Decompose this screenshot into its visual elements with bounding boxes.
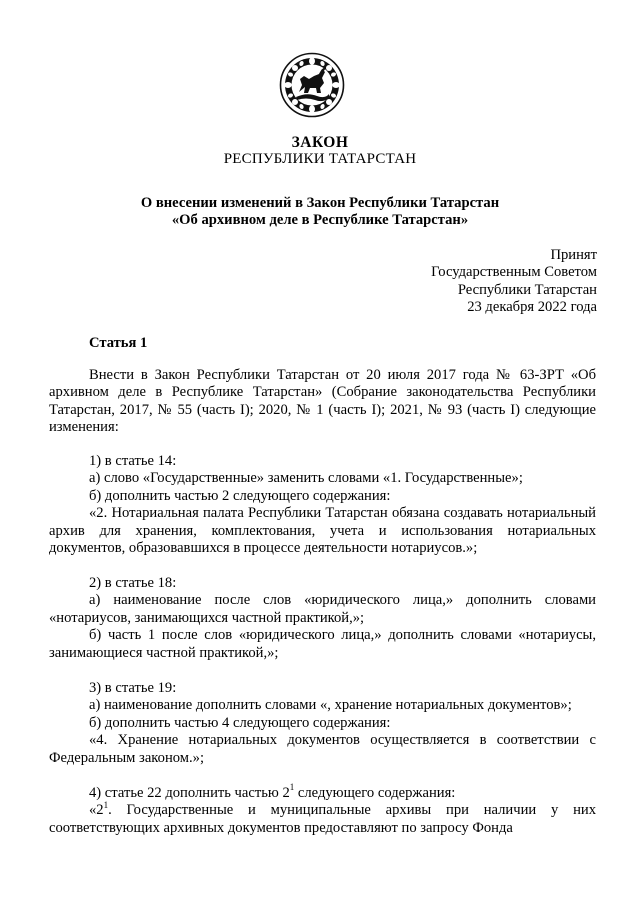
amendment-item-1 [49, 453, 596, 557]
adopted-republic-line: Республики Татарстан [457, 281, 597, 298]
law-heading-line-2: «Об архивном деле в Республике Татарстан» [171, 212, 469, 228]
adopted-by-line: Государственным Советом [431, 264, 597, 281]
item-3-subitem-b: б) дополнить частью 4 следующего содержания: [89, 714, 391, 731]
item-1-subitem-a: а) слово «Государственные» заменить словами «1. Государственные»; [89, 470, 523, 487]
article-intro-paragraph: Внести в Закон Республики Татарстан от 20 июля 2017 года № 63-ЗРТ «Об архивном деле в Республике Татарстан» (Собрание законодательства Республики Татарстан, 2017, № 55 (часть I); 2020, № 1 (часть I); 2021, № 93 (часть I) следующие изменения: [49, 367, 596, 436]
item-2-subitem-a: а) наименование после слов «юридического лица,» дополнить словами «нотариусов, занимающихся частной практикой,»; [49, 592, 596, 626]
amendment-item-3 [49, 680, 596, 767]
item-4-quote: «$2^1$. Государственные и муниципальные архивы при наличии у них соответствующих архивных документов предоставляют по запросу Фонда [49, 799, 596, 836]
item-3-quote: «4. Хранение нотариальных документов осуществляется в соответствии с Федеральным законом.»; [49, 732, 596, 766]
amendment-item-2 [49, 575, 596, 662]
item-1-heading: 1) в статье 14: [89, 453, 177, 469]
superscript-one: 1 [289, 782, 295, 793]
tatarstan-coat-of-arms-icon [279, 52, 345, 118]
item-1-subitem-b: б) дополнить частью 2 следующего содержания: [89, 487, 391, 504]
superscript-one: 1 [103, 799, 109, 810]
article-heading: Статья 1 [89, 335, 148, 351]
adoption-block [431, 247, 597, 317]
adopted-date: 23 декабря 2022 года [467, 299, 597, 316]
item-1-quote: «2. Нотариальная палата Республики Татарстан обязана создавать нотариальный архив для хранения, комплектования, учета и использования нотариальных документов, образовавшихся в процессе деятельности нотариусов.»; [49, 505, 596, 557]
document-title: ЗАКОН [291, 134, 349, 151]
amendment-item-4 [49, 782, 596, 837]
item-2-heading: 2) в статье 18: [89, 575, 177, 591]
document-subtitle: РЕСПУБЛИКИ ТАТАРСТАН [223, 151, 417, 167]
item-3-subitem-a: а) наименование дополнить словами «, хранение нотариальных документов»; [89, 697, 572, 714]
law-heading-line-1: О внесении изменений в Закон Республики Татарстан [140, 195, 500, 211]
adopted-line: Принят [550, 247, 597, 263]
item-2-subitem-b: б) часть 1 после слов «юридического лица,» дополнить словами «нотариусы, занимающиеся частной практикой,»; [49, 627, 596, 661]
item-3-heading: 3) в статье 19: [89, 680, 177, 696]
item-4-heading: 4) статье 22 дополнить частью $2^1$ следующего содержания: [89, 782, 456, 801]
